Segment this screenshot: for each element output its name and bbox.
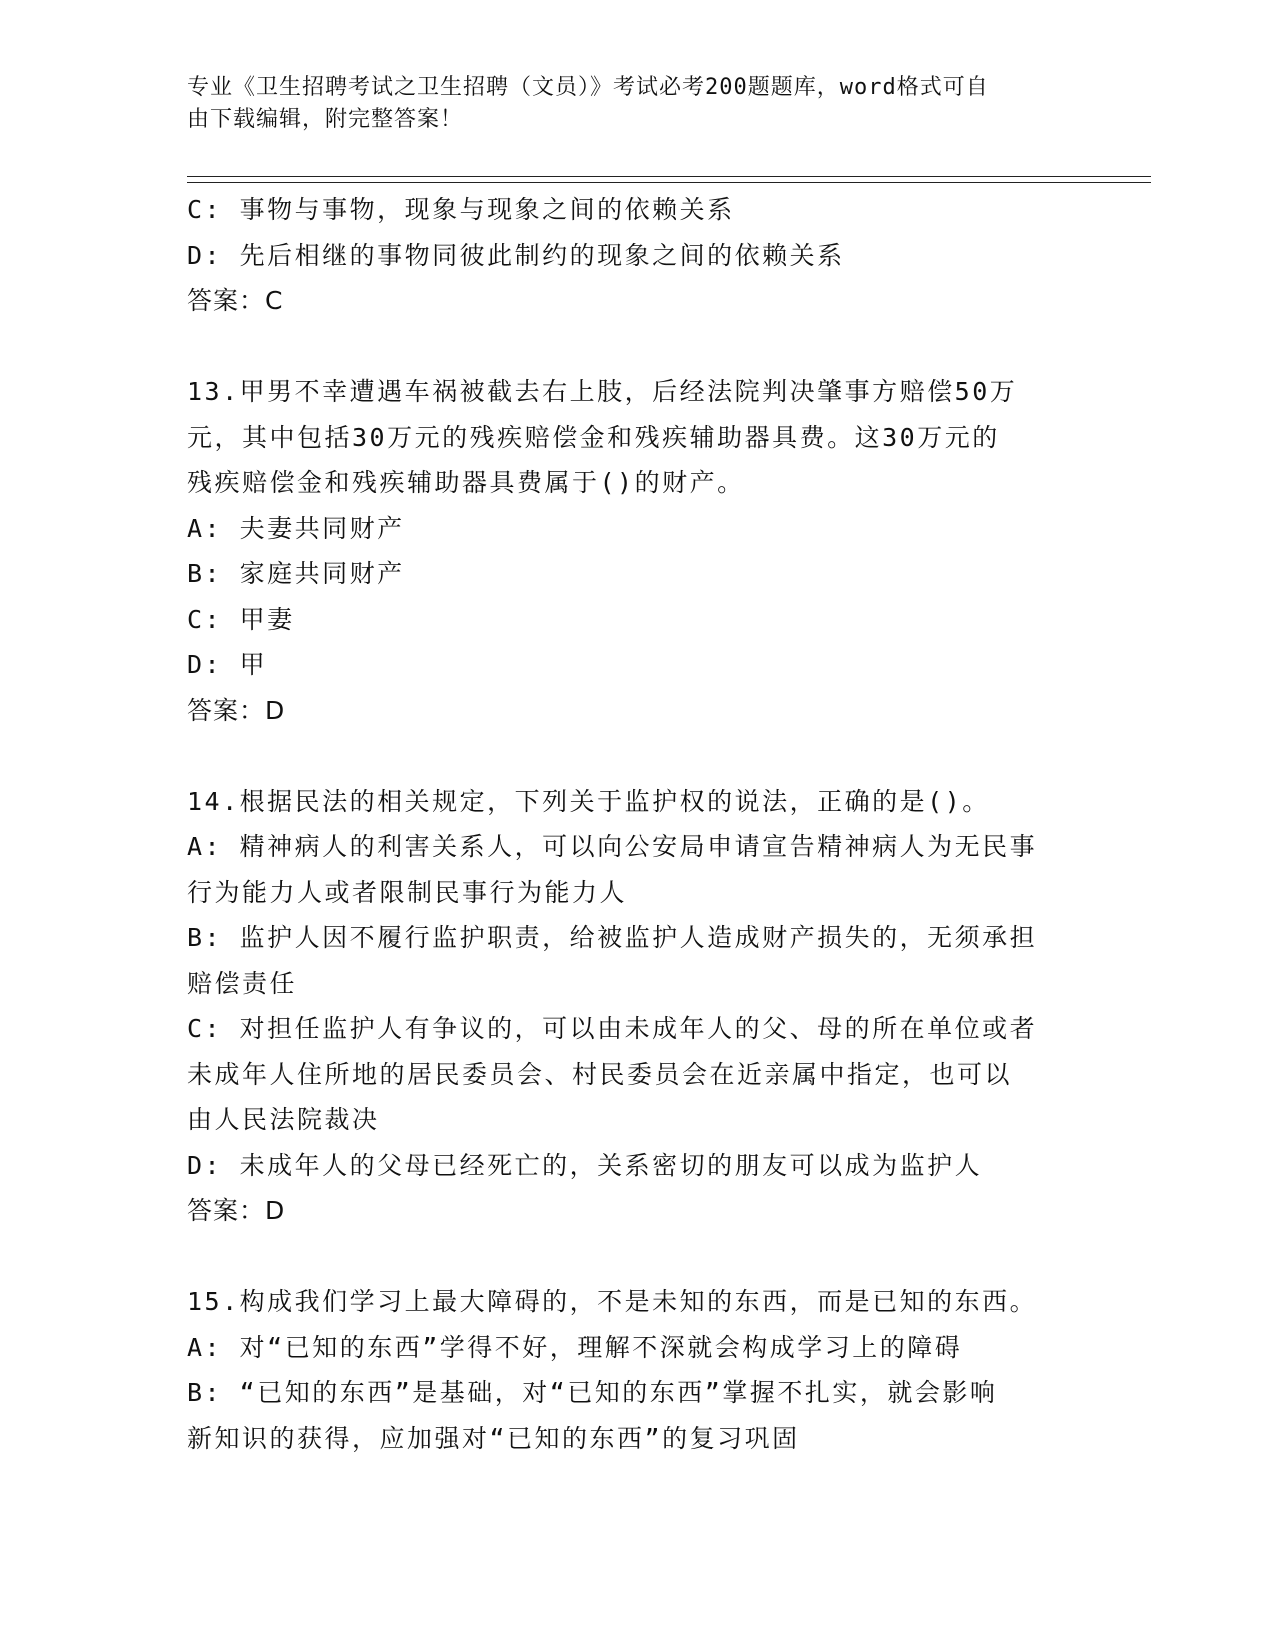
q12-answer: 答案：C <box>187 286 284 315</box>
spacer <box>187 324 1067 370</box>
question-content <box>187 187 1067 1461</box>
spacer <box>187 1234 1067 1280</box>
q14-answer: 答案：D <box>187 1196 286 1225</box>
spacer <box>187 733 1067 779</box>
q14-stem: 14.根据民法的相关规定，下列关于监护权的说法，正确的是()。 <box>187 786 990 816</box>
header-line-2: 由下载编辑，附完整答案！ <box>187 107 464 132</box>
q13-stem-line-3: 残疾赔偿金和残疾辅助器具费属于()的财产。 <box>187 468 745 497</box>
q13-stem-line-1: 13.甲男不幸遭遇车祸被截去右上肢，后经法院判决肇事方赔偿50万 <box>187 377 1018 406</box>
q13-option-c: C: 甲妻 <box>187 604 295 634</box>
q15-option-a: A: 对“已知的东西”学得不好，理解不深就会构成学习上的障碍 <box>187 1332 963 1362</box>
q14-option-c-line-3: 由人民法院裁决 <box>187 1105 380 1134</box>
q13-stem-line-2: 元，其中包括30万元的残疾赔偿金和残疾辅助器具费。这30万元的 <box>187 422 1000 452</box>
q14-option-a-line-1: A: 精神病人的利害关系人，可以向公安局申请宣告精神病人为无民事 <box>187 832 1038 861</box>
q14-option-c-line-1: C: 对担任监护人有争议的，可以由未成年人的父、母的所在单位或者 <box>187 1014 1038 1043</box>
q13-option-b: B: 家庭共同财产 <box>187 559 405 588</box>
q15-stem: 15.构成我们学习上最大障碍的，不是未知的东西，而是已知的东西。 <box>187 1287 1038 1316</box>
header-line-1: 专业《卫生招聘考试之卫生招聘（文员）》考试必考200题题库，word格式可自 <box>187 75 989 100</box>
q14-option-a-line-2: 行为能力人或者限制民事行为能力人 <box>187 877 628 907</box>
q14-option-b-line-1: B: 监护人因不履行监护职责，给被监护人造成财产损失的，无须承担 <box>187 923 1038 952</box>
q13-option-d: D: 甲 <box>187 650 268 679</box>
header-divider-top <box>187 176 1151 177</box>
q12-option-c: C: 事物与事物，现象与现象之间的依赖关系 <box>187 195 735 224</box>
q15-option-b-line-2: 新知识的获得，应加强对“已知的东西”的复习巩固 <box>187 1423 800 1453</box>
q14-option-b-line-2: 赔偿责任 <box>187 968 298 998</box>
q14-option-d: D: 未成年人的父母已经死亡的，关系密切的朋友可以成为监护人 <box>187 1150 983 1180</box>
q15-option-b-line-1: B: “已知的东西”是基础，对“已知的东西”掌握不扎实，就会影响 <box>187 1378 998 1407</box>
header-divider-bottom <box>187 182 1151 183</box>
q13-answer: 答案：D <box>187 695 286 725</box>
q13-option-a: A: 夫妻共同财产 <box>187 513 405 543</box>
document-header <box>187 72 1067 136</box>
q12-option-d: D: 先后相继的事物同彼此制约的现象之间的依赖关系 <box>187 240 845 270</box>
q14-option-c-line-2: 未成年人住所地的居民委员会、村民委员会在近亲属中指定，也可以 <box>187 1059 1013 1089</box>
